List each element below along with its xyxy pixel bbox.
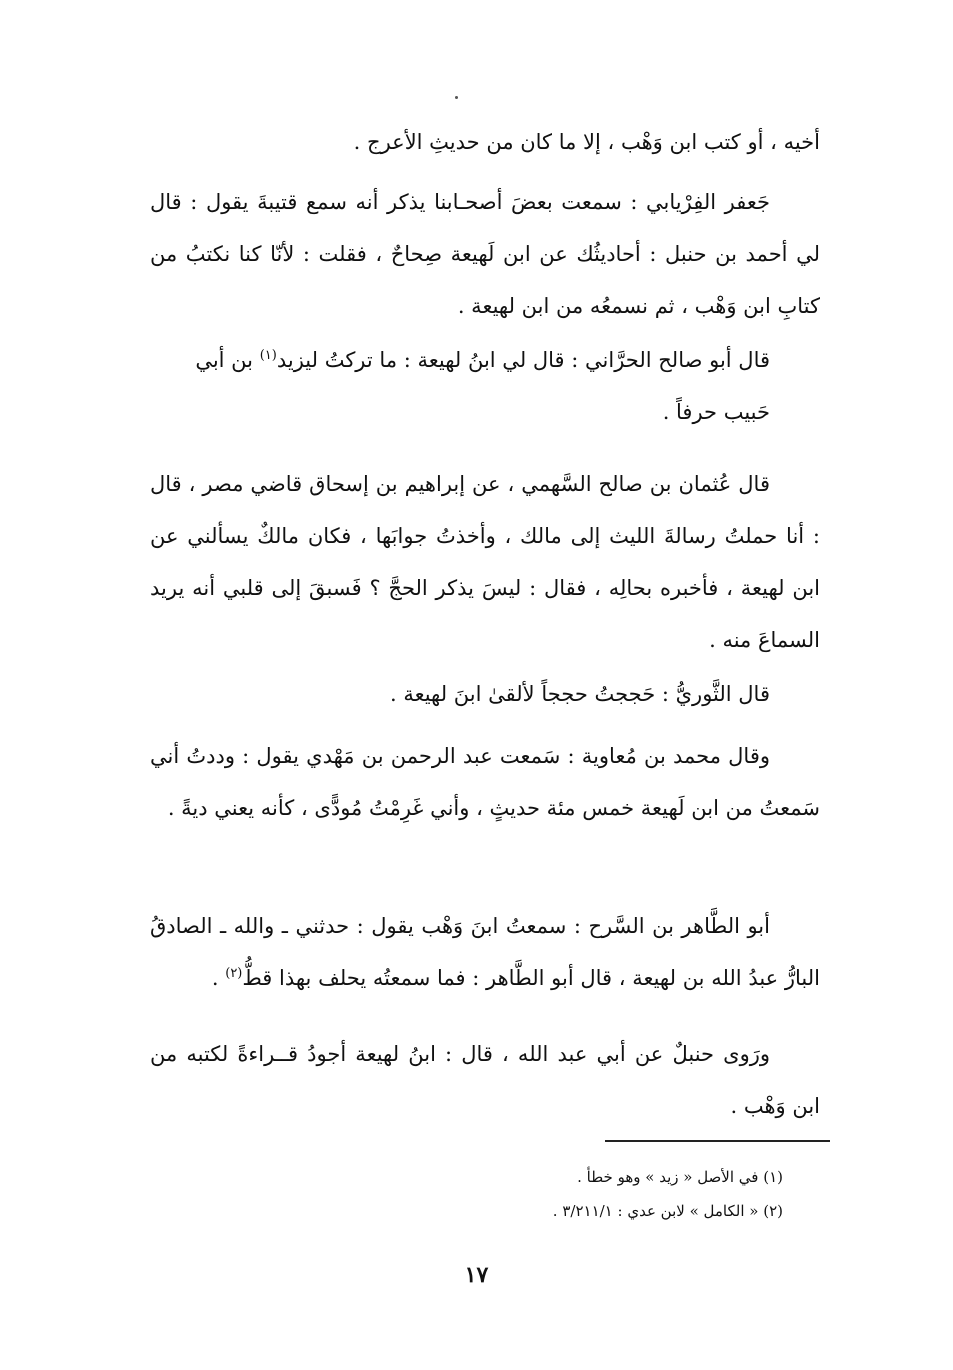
footnote-ref-2[interactable]: (٢) <box>225 966 243 981</box>
footnote-2: (٢) « الكامل » لابن عدي : ٣/٢١١/١ . <box>552 1202 783 1220</box>
body-text-7 <box>150 900 820 1004</box>
paragraph-5: قال الثَّوريُّ : حَججتُ حججاً لألقىٰ ابنَ لهيعة . <box>389 682 770 706</box>
footnote-1: (١) في الأصل « زيد » وهو خطأ . <box>577 1168 783 1186</box>
paragraph-4: قال عُثمان بن صالح السَّهمي ، عن إبراهيم بن إسحاق قاضي مصر ، قال : أنا حملتُ رسالةَ الليث إلى مالك ، وأخذتُ جوابَها ، فكان مالكٌ يسألني عن ابن لهيعة ، فأخبره بحالِه ، فقال : ليسَ يذكر الحجَّ ؟ فَسبقَ إلى قلبي أنه يريد السماعَ منه . <box>150 472 820 652</box>
body-text-2 <box>150 176 820 332</box>
body-text <box>150 116 820 168</box>
paragraph-2: جَعفر الفِرْيابي : سمعت بعضَ أصحـابنا يذكر أنه سمع قتيبةَ يقول : قال لي أحمد بن حنبل : أحاديثُك عن ابن لَهيعة صِحاحٌ ، فقلت : لأنّا كنا نكتبُ من كتابِ ابن وَهْب ، ثم نسمعُه من ابن لهيعة . <box>150 190 820 318</box>
paragraph-6: وقال محمد بن مُعاوية : سَمعت عبد الرحمن بن مَهْدي يقول : وددتُ أني سَمعتُ من ابن لَهيعة خمس مئة حديثٍ ، وأني غَرِمْتُ مُودًّى ، كأنه يعني ديةً . <box>150 744 820 820</box>
body-text-6 <box>150 730 820 834</box>
stray-mark <box>455 96 458 99</box>
paragraph-1: أخيه ، أو كتب ابن وَهْب ، إلا ما كان من حديثِ الأعرج . <box>353 130 820 154</box>
paragraph-3 <box>150 334 820 386</box>
footnote-ref-1[interactable]: (١) <box>259 348 277 363</box>
footnote-separator <box>605 1140 830 1142</box>
paragraph-7-text-end: . <box>211 966 226 990</box>
footnotes <box>150 1160 783 1228</box>
body-text-5 <box>150 668 820 720</box>
paragraph-3-text: قال أبو صالح الحرَّاني : قال لي ابنُ لهيعة : ما تركتُ ليزيد <box>276 348 770 372</box>
page-number: ١٧ <box>464 1262 489 1288</box>
body-text-4 <box>150 458 820 666</box>
body-text-8 <box>150 1028 820 1132</box>
paragraph-7-text: أبو الطَّاهر بن السَّرح : سمعتُ ابنَ وَهْب يقول : حدثني ـ والله ـ الصادقُ البارُّ عبدُ الله بن لهيعة ، قال أبو الطَّاهر : فما سمعتُه يحلف بهذا قطُّ <box>150 914 820 990</box>
body-text-3 <box>150 334 820 438</box>
paragraph-3-text-end: بن أبي <box>195 348 260 372</box>
paragraph-8: ورَوى حنبلٌ عن أبي عبد الله ، قال : ابنُ لهيعة أجودُ قــراءةً لكتبه من ابن وَهْب . <box>150 1042 820 1118</box>
paragraph-3-continuation: حَبيب حرفاً . <box>662 400 770 424</box>
paragraph-7 <box>150 900 820 1004</box>
